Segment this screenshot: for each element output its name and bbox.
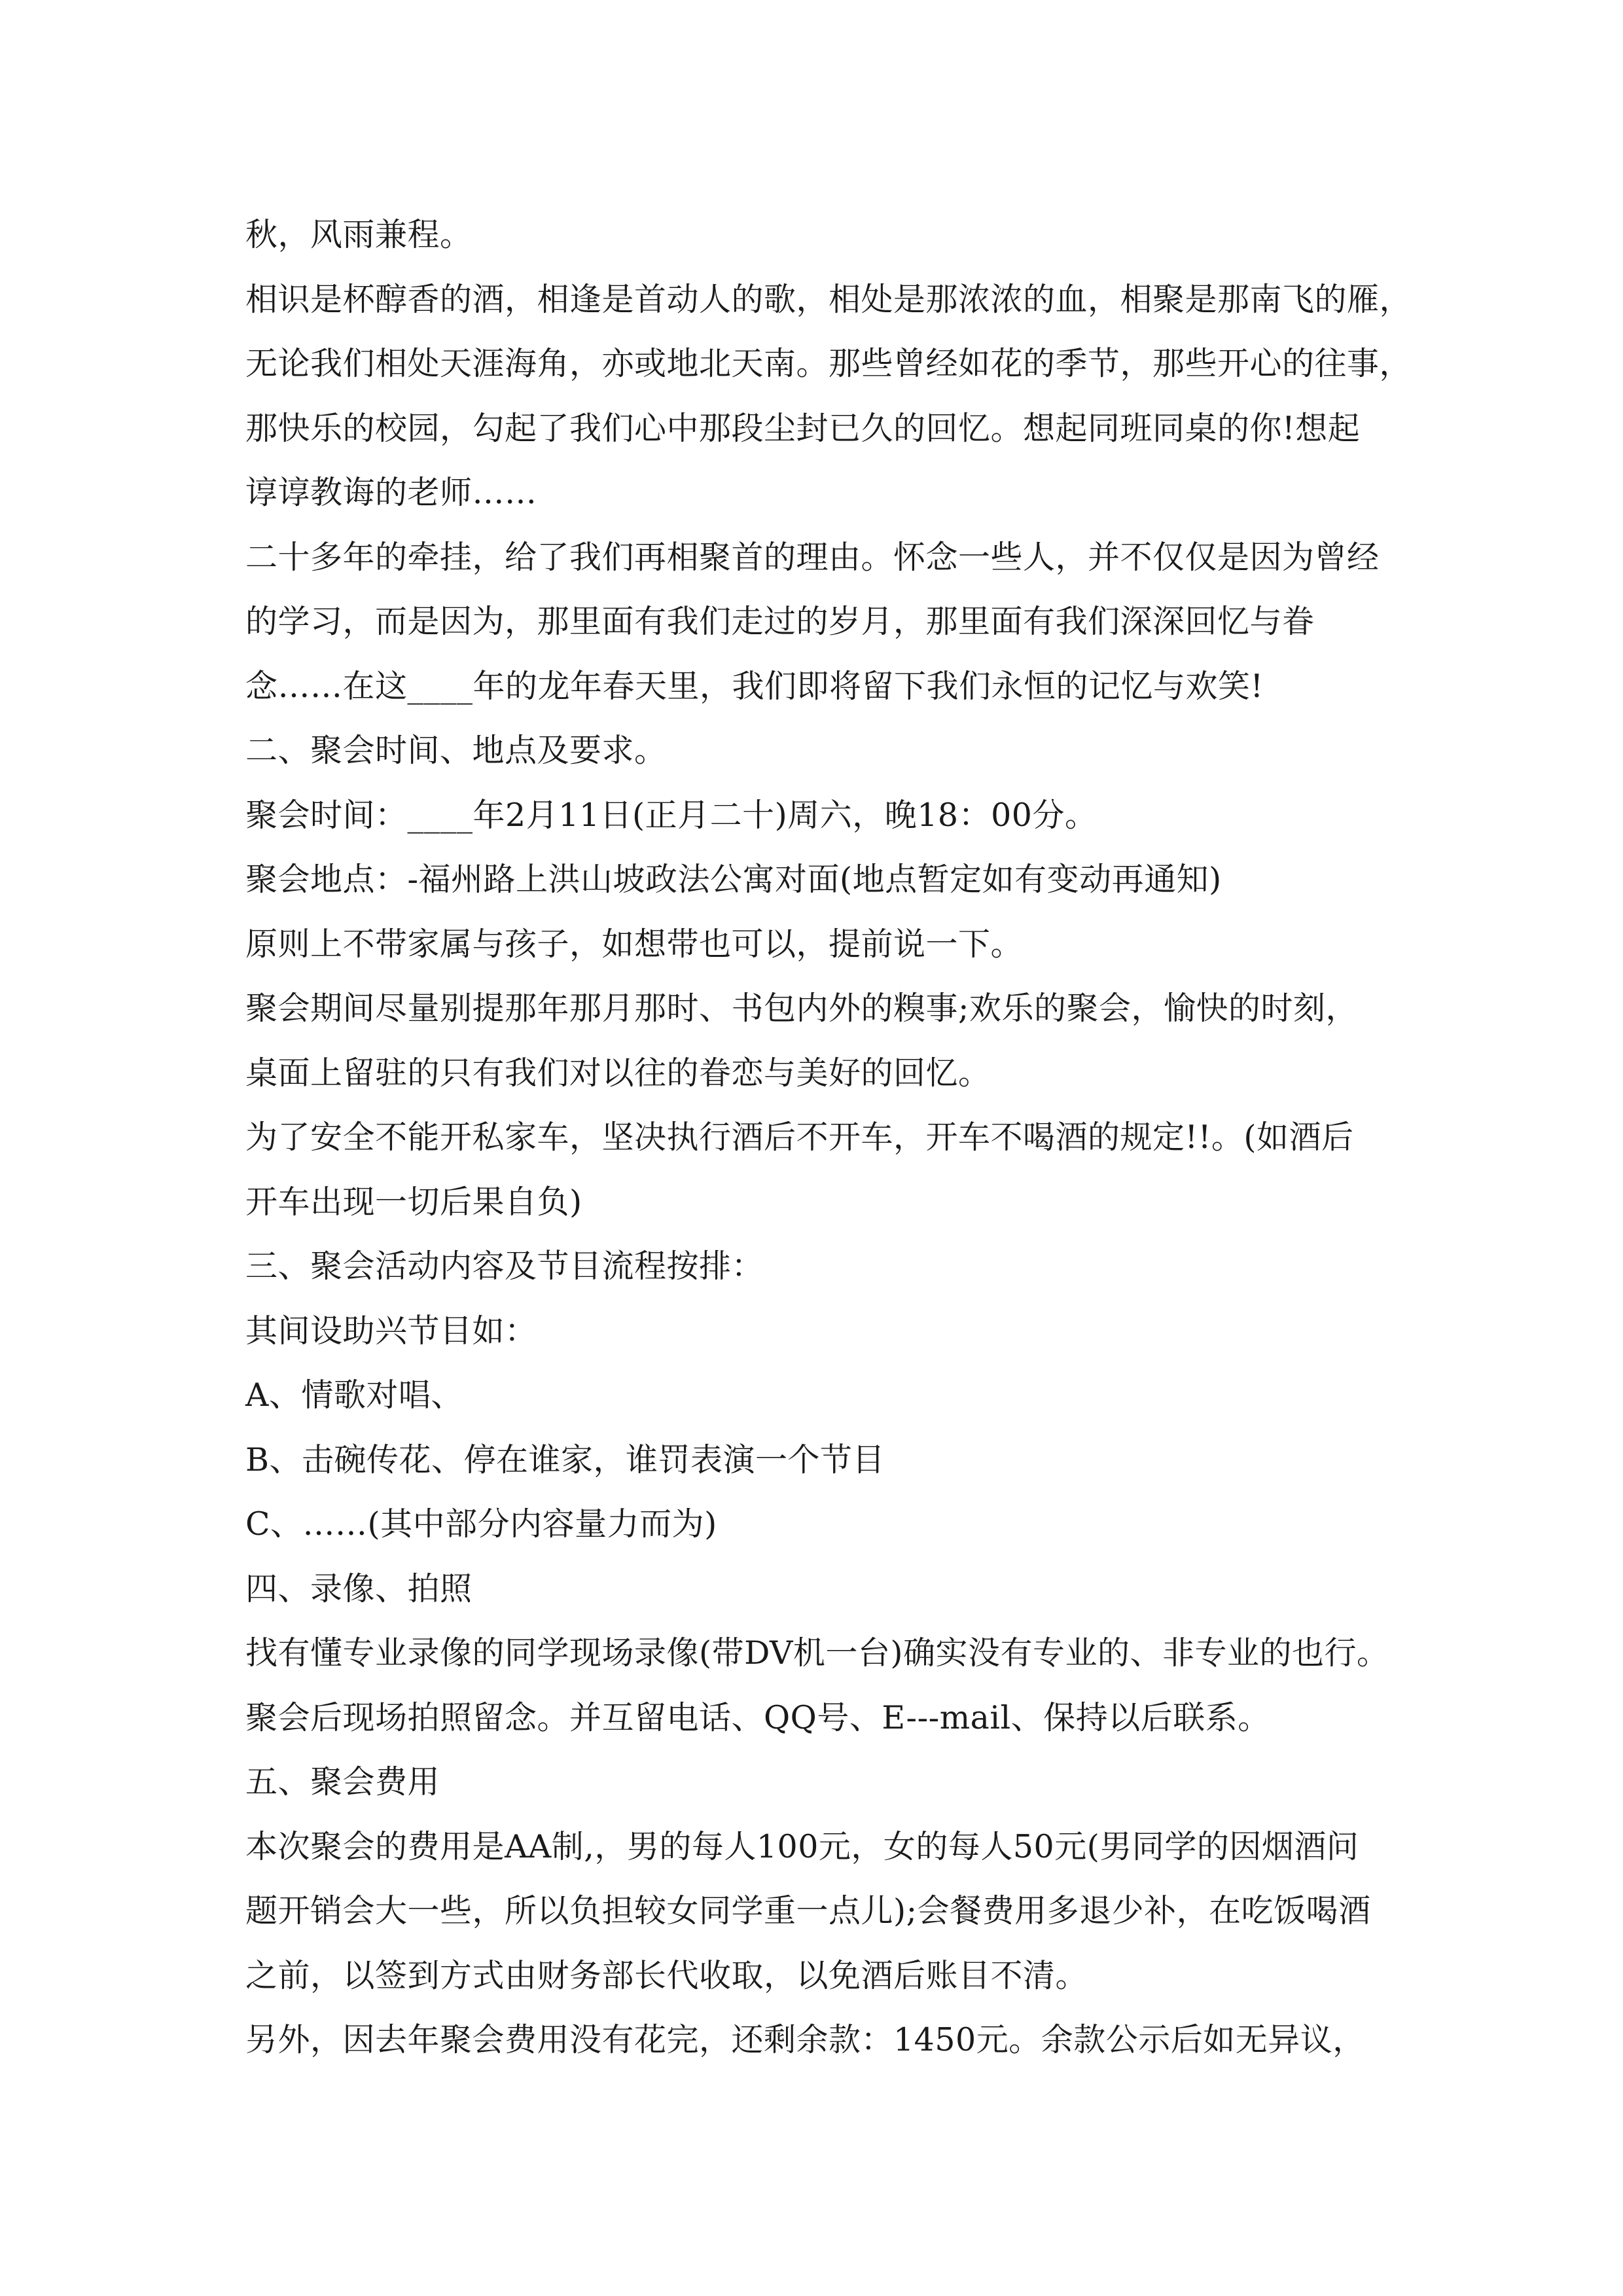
text-line: 原则上不带家属与孩子，如想带也可以，提前说一下。: [245, 925, 1024, 963]
section-heading: 四、录像、拍照: [245, 1570, 473, 1607]
text-line: 开车出现一切后果自负): [245, 1183, 582, 1221]
text-line: 聚会后现场拍照留念。并互留电话、QQ号、E---mail、保持以后联系。: [245, 1698, 1270, 1736]
section-heading: 三、聚会活动内容及节目流程按排：: [245, 1247, 764, 1285]
list-item: B、击碗传花、停在谁家，谁罚表演一个节目: [245, 1441, 885, 1479]
text-line: 聚会期间尽量别提那年那月那时、书包内外的糗事;欢乐的聚会，愉快的时刻，: [245, 990, 1359, 1027]
text-line: 谆谆教诲的老师……: [245, 474, 537, 511]
text-line: 其间设助兴节目如：: [245, 1312, 537, 1350]
text-line: 秋，风雨兼程。: [245, 216, 473, 253]
text-line: 那快乐的校园，勾起了我们心中那段尘封已久的回忆。想起同班同桌的你!想起: [245, 409, 1361, 447]
text-line: 本次聚会的费用是AA制,，男的每人100元，女的每人50元(男同学的因烟酒问: [245, 1827, 1359, 1865]
text-line: 之前，以签到方式由财务部长代收取，以免酒后账目不清。: [245, 1956, 1088, 1994]
list-item: A、情歌对唱、: [245, 1376, 463, 1414]
text-line: 题开销会大一些，所以负担较女同学重一点儿);会餐费用多退少补，在吃饭喝酒: [245, 1892, 1371, 1929]
text-line: 无论我们相处天涯海角，亦或地北天南。那些曾经如花的季节，那些开心的往事，: [245, 345, 1412, 382]
text-line: 聚会地点：-福州路上洪山坡政法公寓对面(地点暂定如有变动再通知): [245, 861, 1222, 898]
text-line: 二十多年的牵挂，给了我们再相聚首的理由。怀念一些人，并不仅仅是因为曾经: [245, 538, 1380, 576]
text-line: 相识是杯醇香的酒，相逢是首动人的歌，相处是那浓浓的血，相聚是那南飞的雁，: [245, 280, 1412, 318]
text-line: 桌面上留驻的只有我们对以往的眷恋与美好的回忆。: [245, 1054, 991, 1092]
text-line: 找有懂专业录像的同学现场录像(带DV机一台)确实没有专业的、非专业的也行。: [245, 1634, 1389, 1672]
section-heading: 二、聚会时间、地点及要求。: [245, 732, 667, 769]
document-body: [245, 203, 1412, 2073]
text-line: 的学习，而是因为，那里面有我们走过的岁月，那里面有我们深深回忆与眷: [245, 603, 1315, 640]
list-item: C、……(其中部分内容量力而为): [245, 1505, 717, 1543]
section-heading: 五、聚会费用: [245, 1763, 440, 1801]
text-line: 念……在这____年的龙年春天里，我们即将留下我们永恒的记忆与欢笑!: [245, 667, 1264, 705]
text-line: 另外，因去年聚会费用没有花完，还剩余款：1450元。余款公示后如无异议，: [245, 2021, 1365, 2058]
text-line: 为了安全不能开私家车，坚决执行酒后不开车，开车不喝酒的规定!!。(如酒后: [245, 1119, 1354, 1156]
text-line: 聚会时间：____年2月11日(正月二十)周六，晚18：00分。: [245, 796, 1097, 834]
